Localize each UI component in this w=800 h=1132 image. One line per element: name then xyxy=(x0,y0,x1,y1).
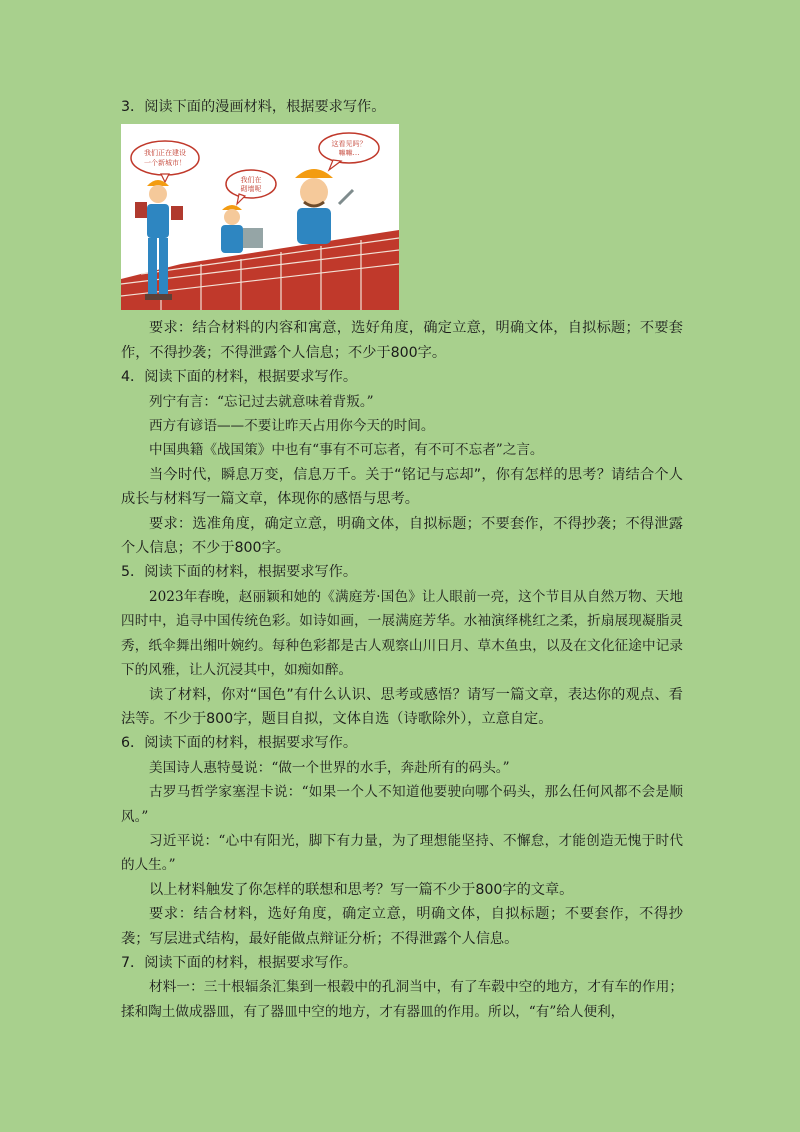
question-7-paragraph-1: 材料一：三十根辐条汇集到一根毂中的孔洞当中，有了车毂中空的地方，才有车的作用；揉和陶土做成器皿，有了器皿中空的地方，才有器皿的作用。所以，“有”给人便利， xyxy=(121,979,683,1020)
question-4-requirement: 要求：选准角度，确定立意，明确文体，自拟标题；不要套作，不得抄袭；不得泄露个人信息；不少于800字。 xyxy=(121,515,683,557)
bricklayer-cartoon xyxy=(121,124,399,310)
bubble-1-line-2: 一个新城市！ xyxy=(144,159,186,168)
question-5-heading: 5．阅读下面的材料，根据要求写作。 xyxy=(121,564,358,581)
question-6-requirement: 要求：结合材料，选好角度，确定立意，明确文体，自拟标题；不要套作，不得抄袭；写层进式结构，最好能做点辩证分析；不得泄露个人信息。 xyxy=(121,906,683,947)
question-5-paragraph-1: 2023年春晚，赵丽颖和她的《满庭芳·国色》让人眼前一亮，这个节目从自然万物、天地四时中，追寻中国传统色彩。如诗如画，一展满庭芳华。水袖演绎桃红之柔，折扇展现凝脂灵秀，纸伞舞出缃叶婉约。每种色彩都是古人观察山川日月、草木鱼虫，以及在文化征途中记录下的风雅，让人沉浸其中，如痴如醉。 xyxy=(121,588,683,679)
question-6-paragraph-4: 以上材料触发了你怎样的联想和思考？写一篇不少于800字的文章。 xyxy=(149,881,574,898)
question-3-heading: 3．阅读下面的漫画材料，根据要求写作。 xyxy=(121,99,386,115)
question-4-paragraph-2: 西方有谚语——不要让昨天占用你今天的时间。 xyxy=(149,418,435,435)
question-7-heading: 7．阅读下面的材料，根据要求写作。 xyxy=(121,954,358,971)
bubble-1-line-1: 我们正在建设 xyxy=(144,149,186,158)
question-4-paragraph-4: 当今时代，瞬息万变，信息万千。关于“铭记与忘却”，你有怎样的思考？请结合个人成长与材料写一篇文章，体现你的感悟与思考。 xyxy=(121,466,683,508)
bubble-2-line-1: 我们在 xyxy=(240,176,262,185)
question-4-heading: 4．阅读下面的材料，根据要求写作。 xyxy=(121,369,358,386)
question-4-paragraph-3: 中国典籍《战国策》中也有“事有不可忘者，有不可不忘者”之言。 xyxy=(149,442,544,459)
question-5-paragraph-2: 读了材料，你对“国色”有什么认识、思考或感悟？请写一篇文章，表达你的观点、看法等。不少于800字，题目自拟，文体自选（诗歌除外），立意自定。 xyxy=(121,686,683,727)
question-6-heading: 6．阅读下面的材料，根据要求写作。 xyxy=(121,735,358,752)
question-6-paragraph-3: 习近平说：“心中有阳光，脚下有力量，为了理想能坚持、不懈怠，才能创造无愧于时代的人生。” xyxy=(121,832,683,874)
question-6-paragraph-1: 美国诗人惠特曼说：“做一个世界的水手，奔赴所有的码头。” xyxy=(149,759,510,776)
question-6-paragraph-2: 古罗马哲学家塞涅卡说：“如果一个人不知道他要驶向哪个码头，那么任何风都不会是顺风。” xyxy=(121,784,683,825)
bubble-3-line-2: 嘛嘛… xyxy=(338,149,360,158)
bubble-3-line-1: 这看见吗？ xyxy=(331,140,367,149)
document-content xyxy=(121,95,683,1024)
bubble-2-line-2: 砌墙呢 xyxy=(240,185,262,194)
question-3-requirement: 要求：结合材料的内容和寓意，选好角度，确定立意，明确文体，自拟标题；不要套作，不得抄袭；不得泄露个人信息；不少于800字。 xyxy=(121,320,683,361)
question-4-paragraph-1: 列宁有言：“忘记过去就意味着背叛。” xyxy=(149,393,374,410)
